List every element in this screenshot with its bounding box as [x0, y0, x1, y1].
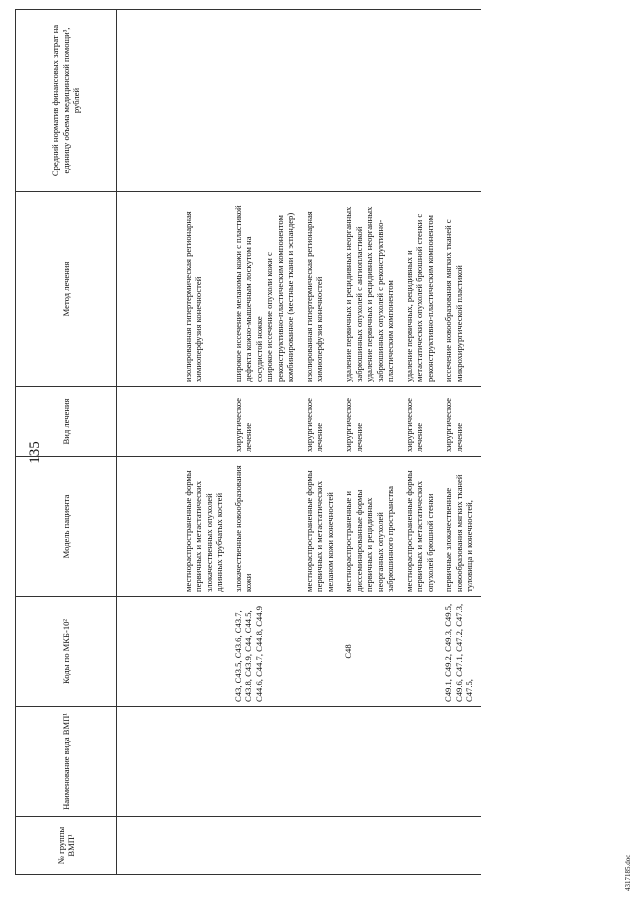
method-cell — [231, 192, 302, 387]
treatment-type-cell — [181, 387, 231, 457]
spacer-row — [117, 10, 182, 875]
codes-cell — [302, 597, 341, 707]
codes-cell: C49.1, C49.2, C49.3, C49.5, C49.6, C47.1, C47.2, C47.3, C47.5, — [441, 597, 480, 707]
model-cell: местнораспространенные формы первичных и метастатических меланом кожи конечностей — [302, 457, 341, 597]
codes-cell: C48 — [341, 597, 401, 707]
header-row — [16, 10, 117, 875]
model-cell: местнораспространенные формы первичных и метастатических опухолей брюшной стенки — [402, 457, 441, 597]
table-row — [402, 10, 441, 875]
method-item: изолированная гипертермическая регионарная химиоперфузия конечностей — [303, 211, 325, 382]
method-cell — [181, 192, 231, 387]
document-id: 4317185.doc — [624, 854, 632, 891]
codes-cell: C43, C43.5, C43.6, C43.7, C43.8, C43.9, C44, C44.5, C44.6, C44.7, C44.8, C44.9 — [231, 597, 302, 707]
header-group: № группы ВМП¹ — [16, 817, 117, 875]
treatment-type-cell: хирургическое лечение — [402, 387, 441, 457]
table-row — [341, 10, 401, 875]
header-treatment-type: Вид лечения — [16, 387, 117, 457]
model-cell: местнораспространенные формы первичных и метастатических злокачественных опухолей длинных трубчатых костей — [181, 457, 231, 597]
treatment-type-cell: хирургическое лечение — [341, 387, 401, 457]
model-cell: первичные злокачественные новообразования мягких тканей туловища и конечностей, — [441, 457, 480, 597]
method-item: удаление первичных и рецидивных неорганных забрюшинных опухолей с ангиопластикой — [343, 206, 364, 382]
method-cell — [402, 192, 441, 387]
header-model: Модель пациента — [16, 457, 117, 597]
table-row — [231, 10, 302, 875]
table-row — [441, 10, 480, 875]
vmp-table — [15, 9, 481, 875]
method-item: удаление первичных и рецидивных неорганных забрюшинных опухолей с реконструктивно-пластическим компонентом — [364, 206, 396, 382]
method-item: широкое иссечение опухоли кожи с реконструктивно-пластическим компонентом комбинированное (местные ткани и эспандер) — [264, 212, 296, 382]
method-item: изолированная гипертермическая регионарная химиоперфузия конечностей — [183, 211, 204, 382]
codes-cell — [181, 597, 231, 707]
method-cell — [441, 192, 480, 387]
treatment-type-cell: хирургическое лечение — [231, 387, 302, 457]
header-codes: Коды по МКБ-10² — [16, 597, 117, 707]
header-method: Метод лечения — [16, 192, 117, 387]
method-item: широкое иссечение меланомы кожи с пластикой дефекта кожно-мышечным лоскутом на сосудистой ножке — [232, 205, 264, 382]
method-item: иссечение новообразования мягких тканей с микрохирургической пластикой — [443, 219, 464, 382]
model-cell: злокачественные новообразования кожи — [231, 457, 302, 597]
header-cost: Средний норматив финансовых затрат на единицу объема медицинской помощи³, рублей — [16, 10, 117, 192]
treatment-type-cell: хирургическое лечение — [441, 387, 480, 457]
model-cell: местнораспространенные и диссеминированные формы первичных и рецидивных неорганных опухолей забрюшинного пространства — [341, 457, 401, 597]
table-row — [181, 10, 231, 875]
treatment-type-cell: хирургическое лечение — [302, 387, 341, 457]
method-item: удаление первичных, рецидивных и метастатических опухолей брюшной стенки с реконструктивно-пластическим компонентом — [403, 213, 435, 382]
method-cell — [302, 192, 341, 387]
header-name: Наименование вида ВМП¹ — [16, 707, 117, 817]
page-number: 135 — [27, 441, 43, 464]
method-cell — [341, 192, 401, 387]
table-row — [302, 10, 341, 875]
codes-cell — [402, 597, 441, 707]
